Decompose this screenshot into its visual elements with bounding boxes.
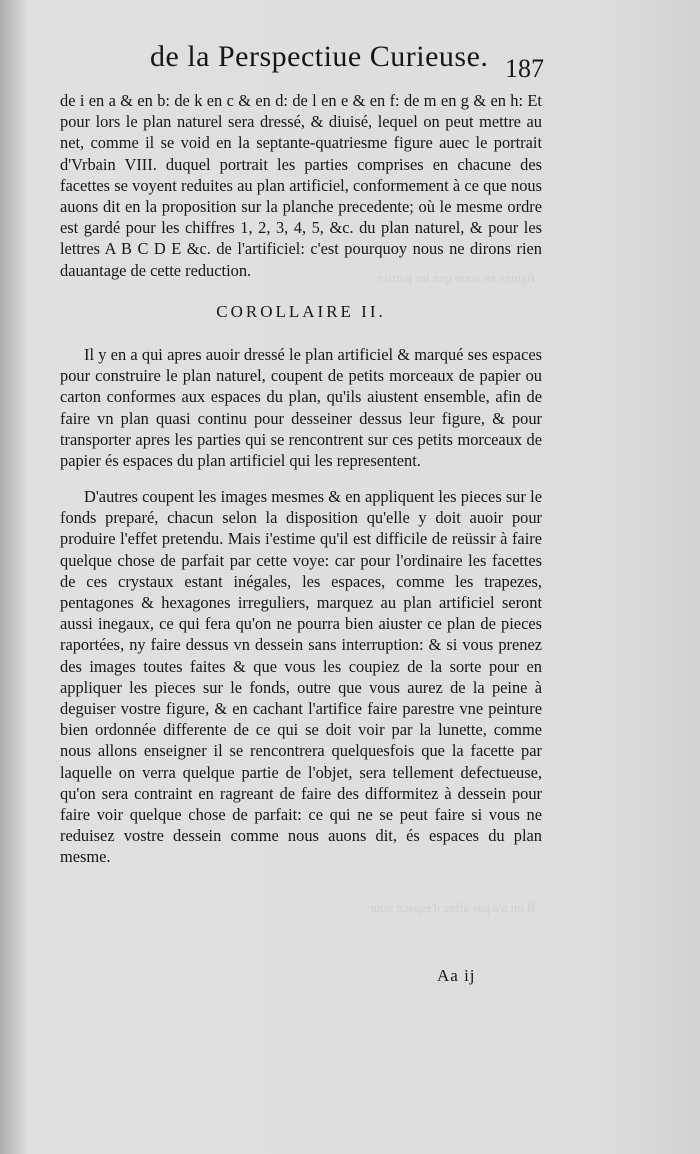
- paragraph-2-text: Il y en a qui apres auoir dressé le plan artificiel & marqué ses espaces pour construire le plan naturel, coupent de petits morceaux de papier ou carton conformes aux espaces du plan, qu'ils aiustent ensemble, afin de faire vn plan quasi continu pour desseiner dessus leur figure, & pour transporter apres les parties qui se rencontrent sur ces petits morceaux de papier és espaces du plan artificiel qui les representent.: [60, 345, 542, 471]
- bleed-through-text-lower: Il ou n'a pas affez d'espace pour: [369, 900, 535, 915]
- paragraph-continuation: [60, 90, 542, 281]
- running-head: de la Perspectiue Curieuse.: [150, 40, 489, 73]
- gutter-shadow: [0, 0, 28, 1154]
- section-heading: COROLLAIRE II.: [216, 302, 386, 321]
- paragraph-1-text: de i en a & en b: de k en c & en d: de l en e & en f: de m en g & en h: Et pour lors le plan naturel sera dressé, & diuisé, lequel on peut mettre au net, comme il se void en la septante-quatriesme figure auec le portrait d'Vrbain VIII. duquel portrait les parties comprises en chacune des facettes se voyent reduites au plan artificiel, conformement à ce que nous auons dit en la proposition sur la planche precedente; où le mesme ordre est gardé pour les chiffres 1, 2, 3, 4, 5, &c. du plan naturel, & pour les lettres A B C D E &c. de l'artificiel: c'est pourquoy nous ne dirons rien dauantage de cette reduction.: [60, 91, 542, 280]
- paragraph-corollaire-1: [60, 344, 542, 471]
- signature-mark: Aa ij: [437, 966, 476, 985]
- paragraph-3-text: D'autres coupent les images mesmes & en appliquent les pieces sur le fonds preparé, chacun selon la disposition qu'elle y doit auoir pour produire l'effet pretendu. Mais i'estime qu'il est difficile de reüssir à faire quelque chose de parfait par cette voye: car pour l'ordinaire les facettes de ces crystaux estant inégales, les espaces, comme les trapezes, pentagones & hexagones irreguliers, marquez au plan artificiel seront aussi inegaux, ce qui fera qu'on ne pourra bien aiuster ce plan de pieces raportées, ny faire dessus vn dessein sans interruption: & si vous prenez des images toutes faites & que vous les coupiez de la sorte pour en appliquer les pieces sur le fonds, outre que vous aurez de la peine à deguiser vostre figure, & en cachant l'artifice faire parestre vne peinture bien ordonnée differente de ce qui se doit voir par la lunette, comme nous allons enseigner il se rencontrera quelquesfois que la facette par laquelle on verra quelque partie de l'objet, sera tellement defectueuse, qu'on sera contraint en ragreant de faire des difformitez à dessein pour faire voir quelque chose de parfait: ce qui ne se peut faire si vous ne reduisez vostre dessein comme nous auons dit, és espaces du plan mesme.: [60, 487, 542, 867]
- paragraph-corollaire-2: [60, 486, 542, 868]
- page-number: 187: [505, 54, 544, 83]
- bleed-through-text: figures en sorte que les parties: [377, 270, 535, 285]
